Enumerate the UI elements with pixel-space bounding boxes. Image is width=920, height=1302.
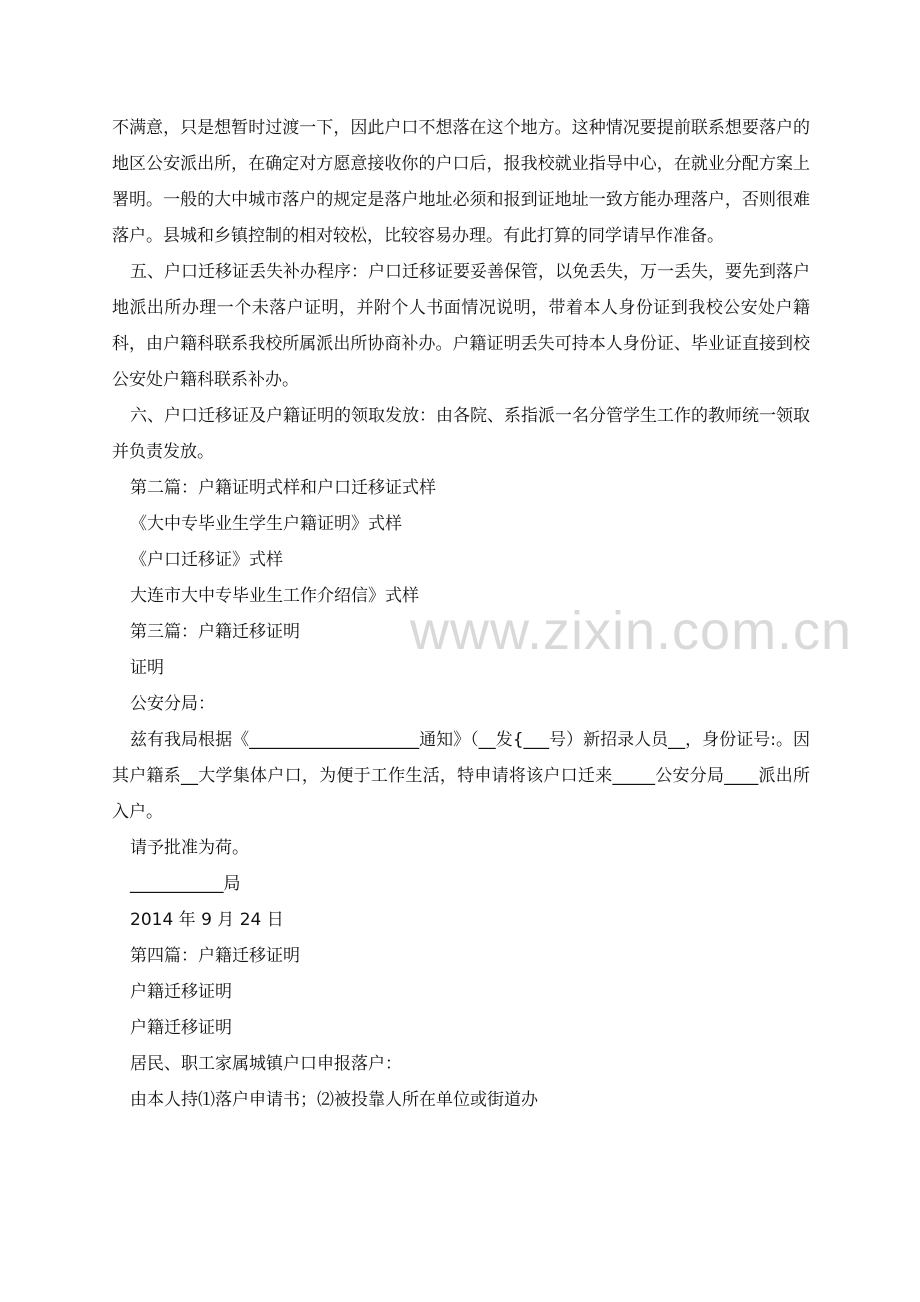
section-heading-4: 第四篇：户籍迁移证明 [130, 946, 300, 966]
residents-heading: 居民、职工家属城镇户口申报落户： [130, 1054, 402, 1074]
subtitle-migration-proof-1: 户籍迁移证明 [130, 982, 232, 1002]
subtitle-migration-proof-2: 户籍迁移证明 [130, 1018, 232, 1038]
signature-line: ___________局 [130, 874, 241, 894]
paragraph-distribution: 六、户口迁移证及户籍证明的领取发放：由各院、系指派一名分管学生工作的教师统一领取并负责发放。 [112, 406, 810, 462]
sample-title-household-proof: 《大中专毕业生学生户籍证明》式样 [130, 514, 402, 534]
section-heading-2: 第二篇：户籍证明式样和户口迁移证式样 [130, 478, 436, 498]
paragraph-request: 兹有我局根据《____________________通知》（__发{___号）新招录人员__，身份证号:。因其户籍系__大学集体户口，为便于工作生活，特申请将该户口迁来_____公安分局____派出所入户。 [112, 730, 810, 822]
document-body [112, 110, 810, 1118]
paragraph-household-transition: 不满意，只是想暂时过渡一下，因此户口不想落在这个地方。这种情况要提前联系想要落户的地区公安派出所，在确定对方愿意接收你的户口后，报我校就业指导中心，在就业分配方案上署明。一般的大中城市落户的规定是落户地址必须和报到证地址一致方能办理落户，否则很难落户。县城和乡镇控制的相对较松，比较容易办理。有此打算的同学请早作准备。 [112, 118, 810, 246]
addressee: 公安分局： [130, 694, 215, 714]
paragraph-lost-certificate: 五、户口迁移证丢失补办程序：户口迁移证要妥善保管，以免丢失，万一丢失，要先到落户地派出所办理一个未落户证明，并附个人书面情况说明，带着本人身份证到我校公安处户籍科，由户籍科联系我校所属派出所协商补办。户籍证明丢失可持本人身份证、毕业证直接到校公安处户籍科联系补办。 [112, 262, 810, 390]
sample-title-work-letter: 大连市大中专毕业生工作介绍信》式样 [130, 586, 419, 606]
watermark-text: www.zixin.com.cn [410, 601, 853, 661]
certificate-title: 证明 [130, 658, 164, 678]
section-heading-3: 第三篇：户籍迁移证明 [130, 622, 300, 642]
sample-title-migration-cert: 《户口迁移证》式样 [130, 550, 283, 570]
date-line: 2014 年 9 月 24 日 [130, 910, 284, 930]
procedure-line: 由本人持⑴落户申请书；⑵被投靠人所在单位或街道办 [130, 1090, 538, 1110]
closing-line: 请予批准为荷。 [130, 838, 249, 858]
